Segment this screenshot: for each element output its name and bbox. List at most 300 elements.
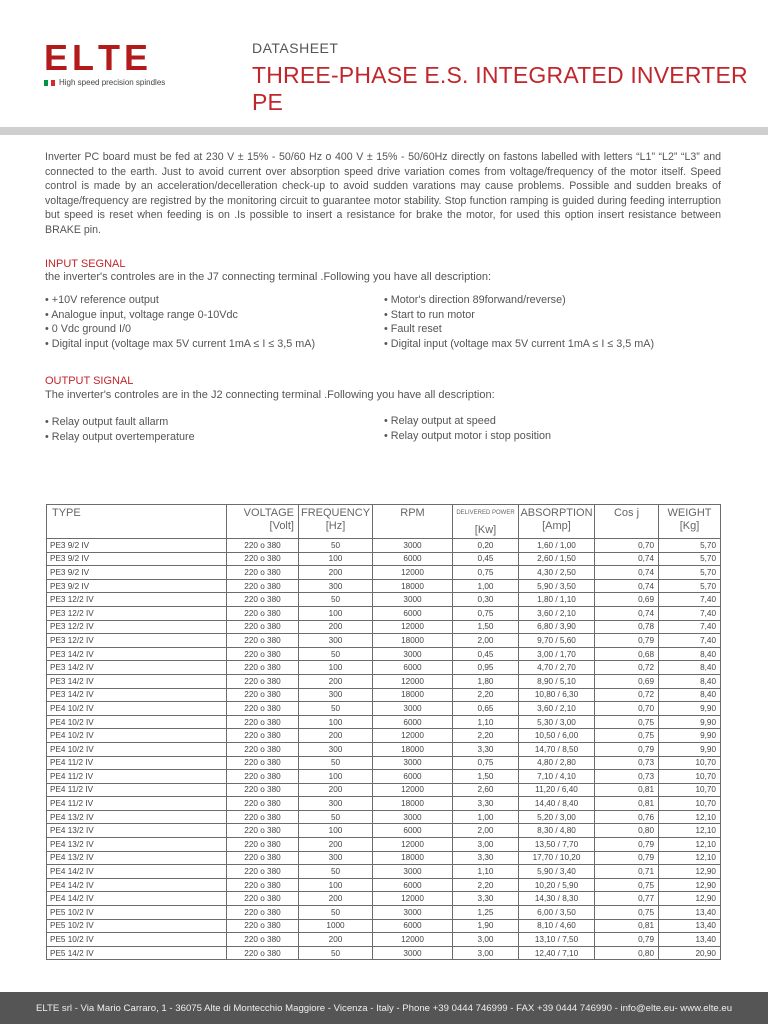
cell-cos: 0,79 — [595, 634, 659, 648]
cell-voltage: 220 o 380 — [227, 647, 299, 661]
cell-absorption: 10,50 / 6,00 — [519, 729, 595, 743]
table-row — [47, 539, 721, 553]
logo-tagline-row — [44, 78, 168, 87]
cell-voltage: 220 o 380 — [227, 579, 299, 593]
cell-cos: 0,80 — [595, 946, 659, 960]
logo-letter: L — [72, 37, 96, 78]
document-type-label: DATASHEET — [252, 40, 339, 56]
cell-frequency: 100 — [299, 770, 373, 784]
cell-power: 1,00 — [453, 579, 519, 593]
cell-rpm: 6000 — [373, 770, 453, 784]
cell-cos: 0,79 — [595, 838, 659, 852]
cell-voltage: 220 o 380 — [227, 552, 299, 566]
cell-cos: 0,77 — [595, 892, 659, 906]
cell-rpm: 18000 — [373, 797, 453, 811]
cell-frequency: 50 — [299, 810, 373, 824]
cell-rpm: 12000 — [373, 933, 453, 947]
cell-type: PE3 9/2 IV — [47, 552, 227, 566]
cell-frequency: 50 — [299, 756, 373, 770]
cell-absorption: 5,20 / 3,00 — [519, 810, 595, 824]
cell-power: 0,20 — [453, 539, 519, 553]
cell-frequency: 200 — [299, 933, 373, 947]
italian-flag-icon — [44, 80, 55, 86]
cell-type: PE4 11/2 IV — [47, 770, 227, 784]
footer-contact-text: ELTE srl - Via Mario Carraro, 1 - 36075 Alte di Montecchio Maggiore - Vicenza - Italy - Phone +39 0444 746999 - FAX +39 0444 746990 - info@elte.eu- www.elte.eu — [35, 1002, 733, 1014]
cell-power: 1,50 — [453, 620, 519, 634]
cell-absorption: 3,60 / 2,10 — [519, 702, 595, 716]
cell-cos: 0,79 — [595, 933, 659, 947]
cell-frequency: 200 — [299, 674, 373, 688]
cell-absorption: 14,30 / 8,30 — [519, 892, 595, 906]
cell-absorption: 5,30 / 3,00 — [519, 715, 595, 729]
cell-weight: 9,90 — [659, 742, 721, 756]
table-row — [47, 865, 721, 879]
cell-type: PE3 12/2 IV — [47, 606, 227, 620]
cell-frequency: 200 — [299, 838, 373, 852]
cell-rpm: 3000 — [373, 702, 453, 716]
cell-frequency: 200 — [299, 620, 373, 634]
header-type: TYPE — [47, 505, 227, 539]
cell-power: 0,75 — [453, 606, 519, 620]
cell-type: PE5 14/2 IV — [47, 946, 227, 960]
cell-frequency: 100 — [299, 824, 373, 838]
table-row — [47, 620, 721, 634]
cell-voltage: 220 o 380 — [227, 593, 299, 607]
output-section-description: The inverter's controles are in the J2 connecting terminal .Following you have all description: — [45, 389, 495, 401]
table-row — [47, 933, 721, 947]
cell-rpm: 3000 — [373, 865, 453, 879]
cell-rpm: 18000 — [373, 688, 453, 702]
cell-type: PE3 14/2 IV — [47, 674, 227, 688]
cell-voltage: 220 o 380 — [227, 933, 299, 947]
cell-cos: 0,74 — [595, 566, 659, 580]
cell-cos: 0,78 — [595, 620, 659, 634]
cell-type: PE4 13/2 IV — [47, 851, 227, 865]
input-section-title: INPUT SEGNAL — [45, 258, 126, 270]
cell-absorption: 1,60 / 1,00 — [519, 539, 595, 553]
cell-voltage: 220 o 380 — [227, 756, 299, 770]
cell-power: 0,45 — [453, 647, 519, 661]
cell-voltage: 220 o 380 — [227, 783, 299, 797]
cell-power: 0,95 — [453, 661, 519, 675]
cell-weight: 7,40 — [659, 620, 721, 634]
cell-weight: 12,90 — [659, 878, 721, 892]
cell-cos: 0,81 — [595, 919, 659, 933]
table-row — [47, 674, 721, 688]
cell-power: 2,00 — [453, 824, 519, 838]
cell-weight: 12,10 — [659, 838, 721, 852]
cell-voltage: 220 o 380 — [227, 797, 299, 811]
cell-cos: 0,74 — [595, 552, 659, 566]
cell-type: PE4 11/2 IV — [47, 756, 227, 770]
cell-rpm: 18000 — [373, 851, 453, 865]
cell-power: 2,20 — [453, 878, 519, 892]
table-row — [47, 919, 721, 933]
cell-frequency: 50 — [299, 593, 373, 607]
cell-power: 1,25 — [453, 906, 519, 920]
table-row — [47, 892, 721, 906]
cell-weight: 12,90 — [659, 865, 721, 879]
cell-type: PE4 10/2 IV — [47, 702, 227, 716]
table-row — [47, 810, 721, 824]
cell-cos: 0,81 — [595, 783, 659, 797]
cell-power: 3,00 — [453, 946, 519, 960]
cell-rpm: 18000 — [373, 634, 453, 648]
cell-frequency: 200 — [299, 566, 373, 580]
input-section-description: the inverter's controles are in the J7 connecting terminal .Following you have all description: — [45, 271, 491, 283]
cell-cos: 0,73 — [595, 756, 659, 770]
cell-voltage: 220 o 380 — [227, 865, 299, 879]
cell-type: PE5 10/2 IV — [47, 933, 227, 947]
cell-cos: 0,79 — [595, 742, 659, 756]
cell-cos: 0,76 — [595, 810, 659, 824]
cell-power: 0,45 — [453, 552, 519, 566]
cell-weight: 13,40 — [659, 933, 721, 947]
header-rpm: RPM — [373, 505, 453, 539]
cell-type: PE4 13/2 IV — [47, 838, 227, 852]
cell-voltage: 220 o 380 — [227, 539, 299, 553]
cell-rpm: 6000 — [373, 715, 453, 729]
list-item: • Digital input (voltage max 5V current 1mA ≤ I ≤ 3,5 mA) — [45, 337, 375, 352]
list-item: • 0 Vdc ground I/0 — [45, 322, 375, 337]
header-frequency: FREQUENCY [Hz] — [299, 505, 373, 539]
cell-type: PE3 9/2 IV — [47, 566, 227, 580]
list-item: • Analogue input, voltage range 0-10Vdc — [45, 308, 375, 323]
cell-voltage: 220 o 380 — [227, 729, 299, 743]
footer-bar — [0, 992, 768, 1024]
cell-absorption: 10,80 / 6,30 — [519, 688, 595, 702]
cell-absorption: 3,00 / 1,70 — [519, 647, 595, 661]
cell-frequency: 100 — [299, 715, 373, 729]
cell-rpm: 3000 — [373, 946, 453, 960]
cell-frequency: 200 — [299, 783, 373, 797]
cell-cos: 0,75 — [595, 729, 659, 743]
cell-voltage: 220 o 380 — [227, 634, 299, 648]
header-power: DELIVERED POWER [Kw] — [453, 505, 519, 539]
table-row — [47, 742, 721, 756]
cell-absorption: 5,90 / 3,50 — [519, 579, 595, 593]
cell-frequency: 50 — [299, 539, 373, 553]
cell-weight: 12,10 — [659, 824, 721, 838]
table-row — [47, 634, 721, 648]
cell-absorption: 14,70 / 8,50 — [519, 742, 595, 756]
table-row — [47, 715, 721, 729]
cell-frequency: 300 — [299, 742, 373, 756]
cell-rpm: 3000 — [373, 593, 453, 607]
elte-logo — [44, 37, 168, 92]
cell-cos: 0,75 — [595, 878, 659, 892]
cell-weight: 5,70 — [659, 539, 721, 553]
cell-rpm: 12000 — [373, 892, 453, 906]
cell-voltage: 220 o 380 — [227, 824, 299, 838]
cell-absorption: 8,90 / 5,10 — [519, 674, 595, 688]
cell-weight: 8,40 — [659, 647, 721, 661]
cell-voltage: 220 o 380 — [227, 620, 299, 634]
table-row — [47, 729, 721, 743]
cell-type: PE4 13/2 IV — [47, 810, 227, 824]
cell-type: PE4 11/2 IV — [47, 797, 227, 811]
table-row — [47, 606, 721, 620]
cell-type: PE4 11/2 IV — [47, 783, 227, 797]
cell-weight: 7,40 — [659, 593, 721, 607]
cell-power: 3,00 — [453, 933, 519, 947]
cell-type: PE4 10/2 IV — [47, 729, 227, 743]
cell-power: 3,30 — [453, 742, 519, 756]
cell-cos: 0,75 — [595, 715, 659, 729]
cell-voltage: 220 o 380 — [227, 702, 299, 716]
cell-rpm: 6000 — [373, 606, 453, 620]
table-row — [47, 552, 721, 566]
cell-weight: 9,90 — [659, 729, 721, 743]
cell-power: 0,30 — [453, 593, 519, 607]
table-row — [47, 661, 721, 675]
output-list-right — [384, 414, 724, 443]
cell-power: 3,00 — [453, 838, 519, 852]
cell-power: 1,10 — [453, 865, 519, 879]
page-title: THREE-PHASE E.S. INTEGRATED INVERTER PE — [252, 62, 748, 115]
cell-weight: 13,40 — [659, 906, 721, 920]
cell-absorption: 6,80 / 3,90 — [519, 620, 595, 634]
table-row — [47, 783, 721, 797]
input-list-left — [45, 293, 375, 351]
cell-weight: 12,90 — [659, 892, 721, 906]
cell-frequency: 50 — [299, 865, 373, 879]
cell-power: 3,30 — [453, 892, 519, 906]
cell-voltage: 220 o 380 — [227, 606, 299, 620]
cell-absorption: 6,00 / 3,50 — [519, 906, 595, 920]
cell-absorption: 4,30 / 2,50 — [519, 566, 595, 580]
cell-voltage: 220 o 380 — [227, 770, 299, 784]
cell-cos: 0,71 — [595, 865, 659, 879]
intro-paragraph: Inverter PC board must be fed at 230 V ± 15% - 50/60 Hz o 400 V ± 15% - 50/60Hz directly on fastons labelled with letters “L1” “L2” “L3” and connected to the earth. Just to avoid current over absorption speed drive variation comes from voltage/frequency of the motor itself. Speed control is made by an acceleration/decelleration check-up to avoid sudden varations may cause problems. Possible and sudden breaks of voltage/frequency are registred by the monitoring circuit to guarantee motor stability. Stop function ramping is guided during feeding interruption but speed is reset when feeding is on .Is possible to insert a resistance for brake the motor, for used this option insert resistance between BRAKE pin. — [45, 151, 721, 236]
table-row — [47, 647, 721, 661]
cell-voltage: 220 o 380 — [227, 878, 299, 892]
cell-rpm: 6000 — [373, 824, 453, 838]
cell-absorption: 4,80 / 2,80 — [519, 756, 595, 770]
spec-table-body — [47, 539, 721, 960]
cell-weight: 10,70 — [659, 756, 721, 770]
cell-rpm: 12000 — [373, 783, 453, 797]
cell-type: PE4 14/2 IV — [47, 892, 227, 906]
cell-power: 2,20 — [453, 688, 519, 702]
table-row — [47, 688, 721, 702]
cell-type: PE4 10/2 IV — [47, 742, 227, 756]
cell-frequency: 1000 — [299, 919, 373, 933]
table-row — [47, 593, 721, 607]
cell-absorption: 17,70 / 10,20 — [519, 851, 595, 865]
cell-cos: 0,69 — [595, 593, 659, 607]
cell-absorption: 8,10 / 4,60 — [519, 919, 595, 933]
cell-cos: 0,81 — [595, 797, 659, 811]
cell-cos: 0,79 — [595, 851, 659, 865]
cell-cos: 0,68 — [595, 647, 659, 661]
cell-voltage: 220 o 380 — [227, 715, 299, 729]
list-item: • +10V reference output — [45, 293, 375, 308]
cell-absorption: 5,90 / 3,40 — [519, 865, 595, 879]
list-item: • Motor's direction 89forwand/reverse) — [384, 293, 724, 308]
cell-power: 2,60 — [453, 783, 519, 797]
spec-table — [46, 504, 721, 960]
input-list-right — [384, 293, 724, 351]
cell-power: 3,30 — [453, 797, 519, 811]
cell-rpm: 3000 — [373, 906, 453, 920]
cell-cos: 0,70 — [595, 539, 659, 553]
cell-absorption: 14,40 / 8,40 — [519, 797, 595, 811]
cell-absorption: 12,40 / 7,10 — [519, 946, 595, 960]
cell-absorption: 9,70 / 5,60 — [519, 634, 595, 648]
cell-voltage: 220 o 380 — [227, 742, 299, 756]
list-item: • Fault reset — [384, 322, 724, 337]
cell-cos: 0,72 — [595, 688, 659, 702]
cell-type: PE4 13/2 IV — [47, 824, 227, 838]
cell-frequency: 300 — [299, 797, 373, 811]
list-item: • Relay output overtemperature — [45, 430, 375, 445]
cell-rpm: 12000 — [373, 566, 453, 580]
table-row — [47, 906, 721, 920]
cell-weight: 9,90 — [659, 715, 721, 729]
cell-rpm: 3000 — [373, 756, 453, 770]
cell-weight: 9,90 — [659, 702, 721, 716]
cell-weight: 5,70 — [659, 552, 721, 566]
table-row — [47, 878, 721, 892]
cell-type: PE3 12/2 IV — [47, 593, 227, 607]
list-item: • Digital input (voltage max 5V current 1mA ≤ I ≤ 3,5 mA) — [384, 337, 724, 352]
logo-tagline: High speed precision spindles — [59, 78, 166, 87]
cell-voltage: 220 o 380 — [227, 838, 299, 852]
cell-power: 1,00 — [453, 810, 519, 824]
cell-absorption: 8,30 / 4,80 — [519, 824, 595, 838]
cell-weight: 8,40 — [659, 674, 721, 688]
cell-weight: 7,40 — [659, 634, 721, 648]
cell-rpm: 12000 — [373, 838, 453, 852]
cell-cos: 0,74 — [595, 579, 659, 593]
cell-cos: 0,69 — [595, 674, 659, 688]
cell-absorption: 7,10 / 4,10 — [519, 770, 595, 784]
cell-absorption: 13,50 / 7,70 — [519, 838, 595, 852]
table-row — [47, 770, 721, 784]
cell-weight: 13,40 — [659, 919, 721, 933]
cell-voltage: 220 o 380 — [227, 919, 299, 933]
cell-frequency: 100 — [299, 878, 373, 892]
cell-weight: 12,10 — [659, 851, 721, 865]
cell-rpm: 18000 — [373, 742, 453, 756]
table-row — [47, 566, 721, 580]
cell-voltage: 220 o 380 — [227, 674, 299, 688]
cell-rpm: 6000 — [373, 878, 453, 892]
cell-cos: 0,75 — [595, 906, 659, 920]
cell-power: 2,20 — [453, 729, 519, 743]
cell-frequency: 300 — [299, 851, 373, 865]
output-section-title: OUTPUT SIGNAL — [45, 375, 134, 387]
cell-rpm: 12000 — [373, 729, 453, 743]
cell-absorption: 3,60 / 2,10 — [519, 606, 595, 620]
cell-type: PE4 14/2 IV — [47, 865, 227, 879]
table-row — [47, 824, 721, 838]
cell-frequency: 300 — [299, 688, 373, 702]
header-divider-bar — [0, 127, 768, 135]
header-weight: WEIGHT [Kg] — [659, 505, 721, 539]
cell-weight: 8,40 — [659, 661, 721, 675]
cell-power: 0,75 — [453, 756, 519, 770]
cell-power: 0,75 — [453, 566, 519, 580]
cell-weight: 20,90 — [659, 946, 721, 960]
header-absorption: ABSORPTION [Amp] — [519, 505, 595, 539]
cell-rpm: 6000 — [373, 552, 453, 566]
cell-cos: 0,80 — [595, 824, 659, 838]
cell-voltage: 220 o 380 — [227, 906, 299, 920]
logo-wordmark — [44, 37, 168, 78]
cell-weight: 10,70 — [659, 797, 721, 811]
cell-voltage: 220 o 380 — [227, 946, 299, 960]
cell-type: PE3 9/2 IV — [47, 579, 227, 593]
cell-frequency: 50 — [299, 702, 373, 716]
table-row — [47, 756, 721, 770]
cell-type: PE3 9/2 IV — [47, 539, 227, 553]
cell-voltage: 220 o 380 — [227, 661, 299, 675]
cell-power: 1,80 — [453, 674, 519, 688]
table-row — [47, 702, 721, 716]
cell-cos: 0,70 — [595, 702, 659, 716]
cell-frequency: 200 — [299, 729, 373, 743]
cell-power: 1,90 — [453, 919, 519, 933]
list-item: • Relay output fault allarm — [45, 415, 375, 430]
cell-type: PE3 14/2 IV — [47, 661, 227, 675]
cell-cos: 0,72 — [595, 661, 659, 675]
cell-voltage: 220 o 380 — [227, 810, 299, 824]
table-header-row — [47, 505, 721, 539]
output-list-left — [45, 415, 375, 444]
cell-rpm: 6000 — [373, 919, 453, 933]
cell-power: 3,30 — [453, 851, 519, 865]
cell-frequency: 50 — [299, 946, 373, 960]
cell-power: 0,65 — [453, 702, 519, 716]
cell-voltage: 220 o 380 — [227, 851, 299, 865]
cell-type: PE5 10/2 IV — [47, 906, 227, 920]
cell-frequency: 300 — [299, 579, 373, 593]
logo-letter: T — [98, 37, 122, 78]
cell-absorption: 11,20 / 6,40 — [519, 783, 595, 797]
cell-rpm: 18000 — [373, 579, 453, 593]
cell-voltage: 220 o 380 — [227, 688, 299, 702]
cell-power: 2,00 — [453, 634, 519, 648]
header-cos: Cos j — [595, 505, 659, 539]
cell-weight: 5,70 — [659, 579, 721, 593]
cell-rpm: 12000 — [373, 620, 453, 634]
cell-rpm: 3000 — [373, 647, 453, 661]
cell-rpm: 6000 — [373, 661, 453, 675]
cell-weight: 10,70 — [659, 770, 721, 784]
cell-frequency: 50 — [299, 647, 373, 661]
cell-absorption: 4,70 / 2,70 — [519, 661, 595, 675]
cell-rpm: 3000 — [373, 539, 453, 553]
logo-letter: E — [44, 37, 70, 78]
table-row — [47, 797, 721, 811]
header-voltage: VOLTAGE [Volt] — [227, 505, 299, 539]
cell-weight: 10,70 — [659, 783, 721, 797]
cell-absorption: 13,10 / 7,50 — [519, 933, 595, 947]
cell-cos: 0,73 — [595, 770, 659, 784]
cell-weight: 5,70 — [659, 566, 721, 580]
cell-weight: 12,10 — [659, 810, 721, 824]
cell-type: PE5 10/2 IV — [47, 919, 227, 933]
cell-frequency: 300 — [299, 634, 373, 648]
cell-absorption: 1,80 / 1,10 — [519, 593, 595, 607]
table-row — [47, 838, 721, 852]
table-row — [47, 946, 721, 960]
cell-type: PE3 14/2 IV — [47, 647, 227, 661]
cell-rpm: 3000 — [373, 810, 453, 824]
cell-power: 1,10 — [453, 715, 519, 729]
